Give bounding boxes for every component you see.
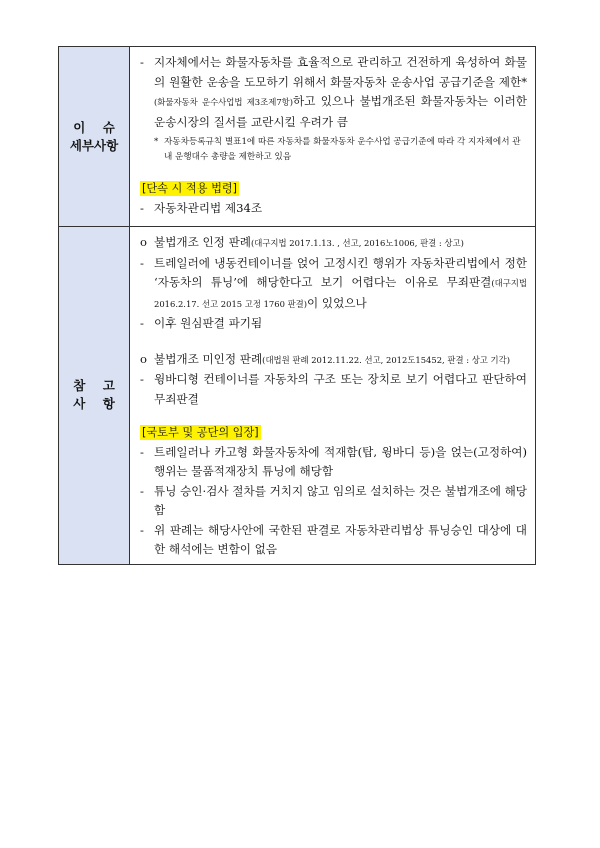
- case1-heading: [140, 233, 527, 254]
- issue-footnote: [154, 135, 527, 165]
- ministry-item: [140, 521, 527, 560]
- reference-label-cell: [59, 227, 130, 565]
- ministry-item-text: 튜닝 승인·검사 절차를 거치지 않고 임의로 설치하는 것은 불법개조에 해당함: [154, 483, 527, 517]
- case2-bullet-text: 윙바디형 컨테이너를 자동차의 구조 또는 장치로 보기 어렵다고 판단하여 무죄판결: [154, 372, 527, 406]
- issue-content-cell: [130, 47, 536, 227]
- law-section-tag: [단속 시 적용 법령]: [142, 182, 238, 195]
- issue-label-line1: 이 슈: [73, 119, 115, 135]
- circle-mark: o: [140, 351, 147, 366]
- case1-citation: (대구지법 2017.1.13. , 선고, 2016노1006, 판결 : 상고): [250, 238, 464, 248]
- case1-bullet-text: 트레일러에 냉동컨테이너를 얹어 고정시킨 행위가 자동차관리법에서 정한 ‘자동차의 튜닝’에 해당한다고 보기 어렵다는 이유로 무죄판결: [154, 255, 527, 289]
- law-item-text: 자동차관리법 제34조: [154, 200, 263, 215]
- case2-heading: [140, 350, 527, 371]
- ministry-item: [140, 443, 527, 482]
- case2-title: 불법개조 미인정 판례: [154, 351, 263, 366]
- bullet-mark: -: [140, 522, 144, 537]
- case1-bullet: [140, 314, 527, 334]
- case1-bullet-citation: (대구지법 2016.2.17. 선고 2015 고정 1760 판결): [154, 278, 527, 309]
- ministry-item: [140, 482, 527, 521]
- case2-bullet: [140, 370, 527, 409]
- footnote-text: 자동차등록규칙 별표1에 따른 자동차를 화물자동차 운수사업 공급기준에 따라 각 지자체에서 관내 운행대수 총량을 제한하고 있음: [164, 137, 521, 162]
- bullet-mark: -: [140, 255, 144, 270]
- issue-label-line2: 세부사항: [69, 137, 119, 153]
- bullet-mark: -: [140, 483, 144, 498]
- bullet-mark: -: [140, 372, 144, 386]
- reference-row: [59, 227, 536, 565]
- case1-bullet-text-cont: 이 있었으나: [307, 295, 367, 310]
- document-table: [58, 46, 536, 565]
- issue-bullet: [140, 53, 527, 132]
- case1-bullet: [140, 254, 527, 315]
- ministry-section-tag: [국토부 및 공단의 입장]: [142, 426, 259, 439]
- issue-label-cell: [59, 47, 130, 227]
- issue-bullet-text-cont: 하고 있으나 불법개조된 화물자동차는 이러한 운송시장의 질서를 교란시킬 우려가 큼: [154, 94, 527, 129]
- bullet-mark: -: [140, 316, 144, 330]
- issue-bullet-text: 지자체에서는 화물자동차를 효율적으로 관리하고 건전하게 육성하여 화물의 원활한 운송을 도모하기 위해서 화물자동차 운송사업 공급기준을 제한*: [154, 55, 527, 89]
- issue-row: [59, 47, 536, 227]
- case1-title: 불법개조 인정 판례: [154, 235, 251, 249]
- reference-content-cell: [130, 227, 536, 565]
- ministry-item-text: 트레일러나 카고형 화물자동차에 적재함(탑, 윙바디 등)을 얹는(고정하여) 행위는 물품적재장치 튜닝에 해당함: [154, 444, 527, 478]
- law-item: [140, 199, 527, 219]
- bullet-mark: -: [140, 444, 144, 459]
- ministry-item-text: 위 판례는 해당사안에 국한된 판결로 자동차관리법상 튜닝승인 대상에 대한 해석에는 변함이 없음: [154, 522, 527, 556]
- case2-citation: (대법원 판례 2012.11.22. 선고, 2012도15452, 판결 : 상고 기각): [262, 354, 510, 365]
- reference-label-line1: 참 고: [73, 378, 115, 394]
- issue-bullet-citation: (화물자동차 운수사업법 제3조제7항): [154, 97, 294, 107]
- bullet-mark: -: [140, 55, 144, 69]
- reference-label-line2: 사 항: [73, 396, 115, 412]
- footnote-mark: *: [154, 137, 159, 147]
- bullet-mark: -: [140, 200, 144, 215]
- case1-bullet-text: 이후 원심판결 파기됨: [154, 316, 263, 330]
- circle-mark: o: [140, 235, 147, 249]
